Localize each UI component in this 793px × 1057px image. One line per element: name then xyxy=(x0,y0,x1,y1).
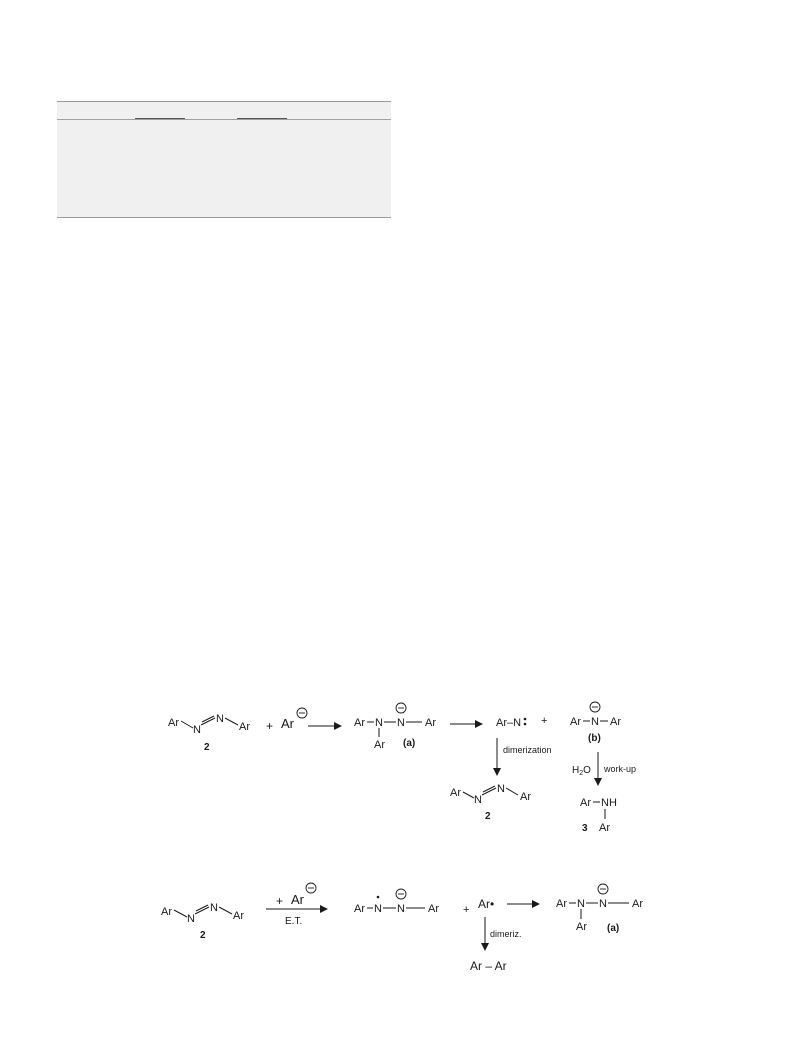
atom-ar-n: Ar–N xyxy=(496,717,522,729)
plus-sign: + xyxy=(541,715,548,727)
atom-ar: Ar xyxy=(374,739,385,751)
amide-b xyxy=(570,702,621,744)
aryl-radical: Ar• xyxy=(478,897,495,911)
plus-sign: + xyxy=(266,719,274,733)
condition-label: work-up xyxy=(604,764,637,774)
atom-n: N xyxy=(216,713,224,725)
radical-anion xyxy=(354,889,439,915)
plus-sign: + xyxy=(463,904,470,916)
compound-label: 3 xyxy=(582,823,588,834)
atom-ar: Ar xyxy=(556,898,567,910)
condition-label: E.T. xyxy=(285,916,303,927)
compound-label: 2 xyxy=(485,811,491,822)
nitrene xyxy=(496,717,526,729)
atom-ar: Ar xyxy=(610,716,621,728)
compound-label: (b) xyxy=(588,733,601,744)
atom-n: N xyxy=(397,903,405,915)
atom-n: N xyxy=(374,903,382,915)
atom-ar: Ar xyxy=(599,822,610,834)
atom-n: N xyxy=(497,783,505,795)
atom-ar: Ar xyxy=(233,910,244,922)
adduct-a xyxy=(354,703,436,751)
atom-ar: Ar xyxy=(580,797,591,809)
atom-n: N xyxy=(591,716,599,728)
compound-label: (a) xyxy=(607,923,620,934)
azo-compound xyxy=(450,783,531,822)
atom-ar: Ar xyxy=(428,903,439,915)
scheme-1 xyxy=(168,702,636,834)
plus-sign: + xyxy=(276,894,284,908)
atom-n: N xyxy=(375,717,383,729)
atom-ar: Ar xyxy=(281,716,294,731)
azo-compound xyxy=(168,713,250,753)
compound-label: 2 xyxy=(204,742,210,753)
atom-n: N xyxy=(599,898,607,910)
atom-ar: Ar xyxy=(576,921,587,933)
radical-dot xyxy=(377,896,380,899)
reagent-label: $H_2O$ xyxy=(572,765,591,777)
atom-ar: Ar xyxy=(354,903,365,915)
compound-label: 2 xyxy=(200,930,206,941)
condition-label: dimeriz. xyxy=(490,929,522,939)
atom-ar: Ar xyxy=(632,898,643,910)
scheme-2 xyxy=(161,883,643,973)
azo-compound xyxy=(161,902,244,941)
atom-ar: Ar xyxy=(291,892,304,907)
condition-label: dimerization xyxy=(503,745,552,755)
atom-ar: Ar xyxy=(425,717,436,729)
atom-ar: Ar xyxy=(161,906,172,918)
atom-n: N xyxy=(187,913,195,925)
atom-n: N xyxy=(577,898,585,910)
aryl-anion xyxy=(281,708,307,731)
atom-nh: NH xyxy=(601,797,617,809)
biaryl-product: Ar – Ar xyxy=(470,959,507,973)
atom-ar: Ar xyxy=(354,717,365,729)
atom-ar: Ar xyxy=(239,721,250,733)
atom-n: N xyxy=(210,902,218,914)
atom-ar: Ar xyxy=(168,717,179,729)
compound-label: (a) xyxy=(403,738,416,749)
amine-3 xyxy=(580,797,617,834)
atom-ar: Ar xyxy=(570,716,581,728)
atom-n: N xyxy=(474,794,482,806)
atom-ar: Ar xyxy=(520,791,531,803)
atom-n: N xyxy=(397,717,405,729)
atom-ar: Ar xyxy=(450,787,461,799)
atom-n: N xyxy=(193,724,201,736)
adduct-a xyxy=(556,884,643,934)
